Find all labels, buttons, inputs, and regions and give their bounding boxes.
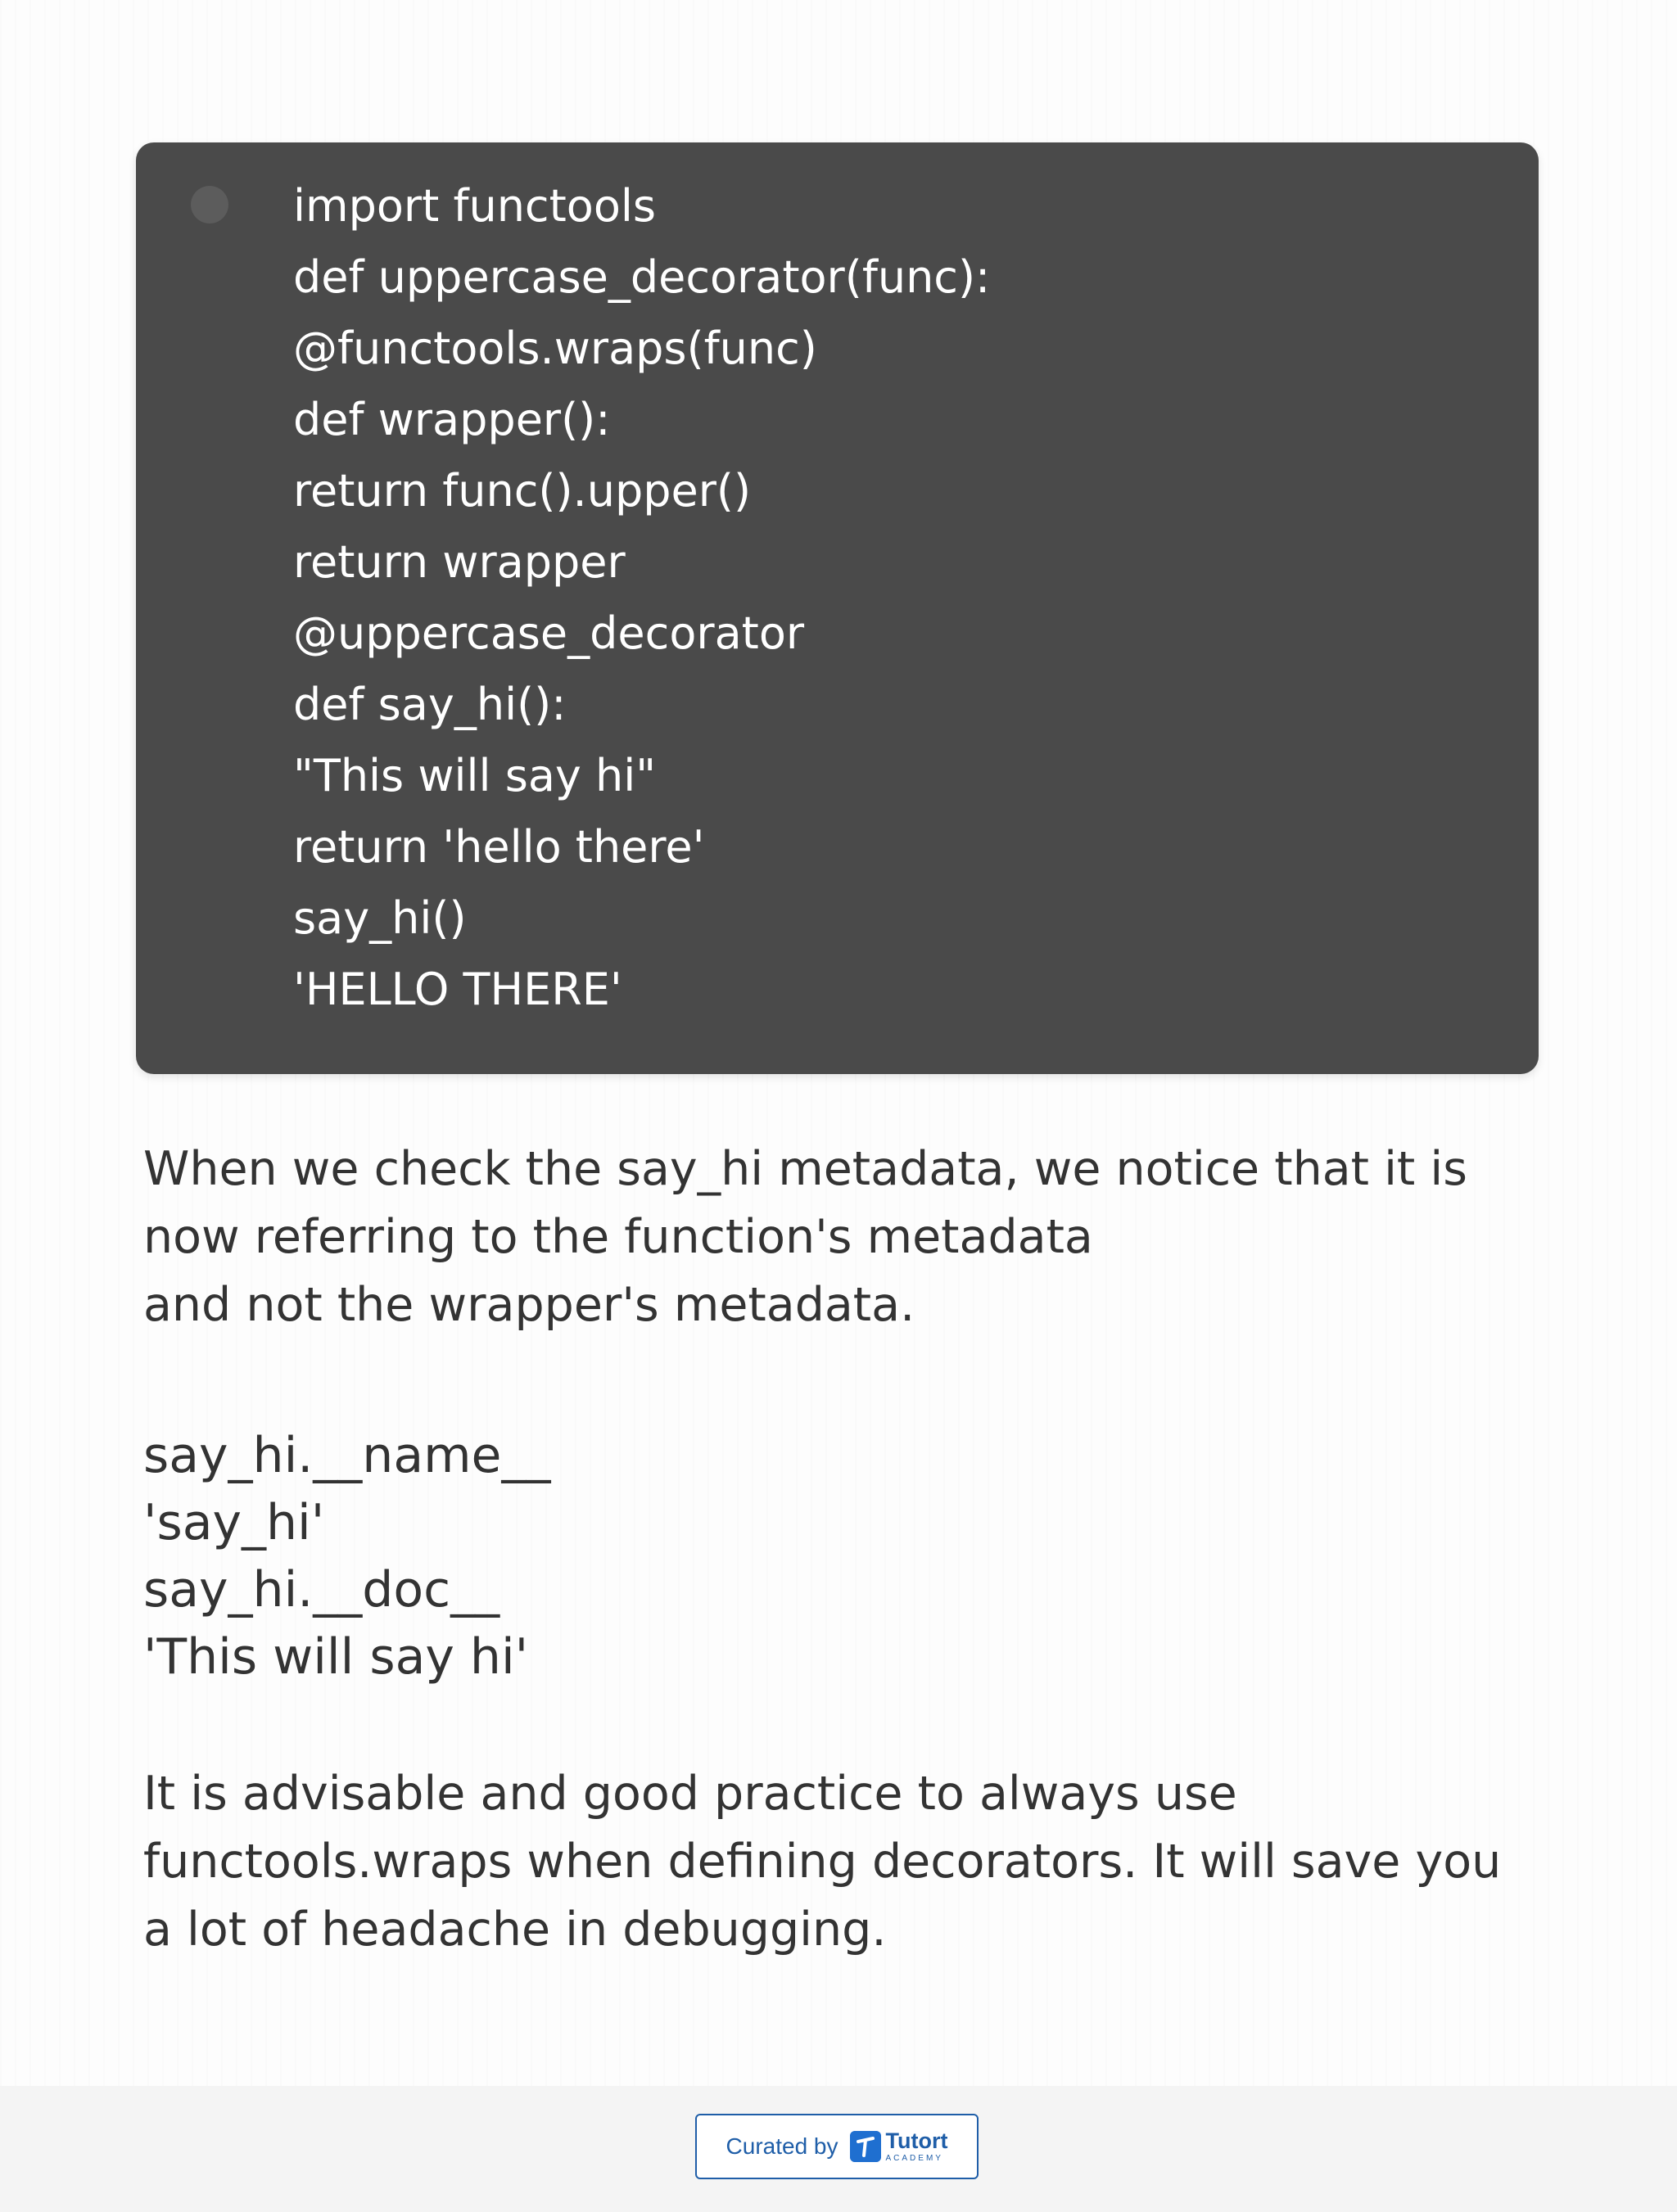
advice-paragraph xyxy=(143,1760,1568,1964)
paragraph-line: a lot of headache in debugging. xyxy=(143,1903,887,1957)
paragraph-line: When we check the say_hi metadata, we notice that it is xyxy=(143,1142,1467,1196)
code-line: @functools.wraps(func) xyxy=(293,323,817,374)
code-line: def say_hi(): xyxy=(293,679,567,730)
code-lines xyxy=(293,170,990,1025)
curated-by-label: Curated by xyxy=(725,2133,838,2159)
bullet-dot xyxy=(191,186,228,223)
code-line: @uppercase_decorator xyxy=(293,607,805,659)
code-block xyxy=(136,142,1539,1074)
code-line: "This will say hi" xyxy=(293,750,657,801)
metadata-line: say_hi.__doc__ xyxy=(143,1561,500,1618)
code-line: import functools xyxy=(293,180,656,232)
code-line: say_hi() xyxy=(293,892,467,944)
paragraph-line: now referring to the function's metadata xyxy=(143,1210,1093,1264)
footer xyxy=(0,2086,1677,2212)
brand-wordmark xyxy=(886,2130,948,2163)
code-line: return wrapper xyxy=(293,536,626,588)
code-line: def uppercase_decorator(func): xyxy=(293,251,991,303)
brand-logo xyxy=(850,2130,948,2163)
explanation-paragraph xyxy=(143,1135,1568,1339)
metadata-line: say_hi.__name__ xyxy=(143,1427,551,1484)
curated-by-badge[interactable] xyxy=(695,2114,979,2179)
paragraph-line: It is advisable and good practice to always use xyxy=(143,1767,1237,1821)
code-line: 'HELLO THERE' xyxy=(293,964,622,1015)
metadata-line: 'say_hi' xyxy=(143,1494,325,1551)
code-line: return 'hello there' xyxy=(293,821,705,873)
paragraph-line: and not the wrapper's metadata. xyxy=(143,1278,915,1332)
code-line: def wrapper(): xyxy=(293,394,611,445)
metadata-line: 'This will say hi' xyxy=(143,1628,529,1686)
tutort-logo-icon xyxy=(850,2131,881,2162)
metadata-example xyxy=(143,1422,1568,1691)
paragraph-line: functools.wraps when defining decorators. It will save you xyxy=(143,1835,1502,1889)
brand-name: Tutort xyxy=(885,2128,948,2153)
code-line: return func().upper() xyxy=(293,465,752,517)
brand-subtitle: ACADEMY xyxy=(885,2154,943,2163)
